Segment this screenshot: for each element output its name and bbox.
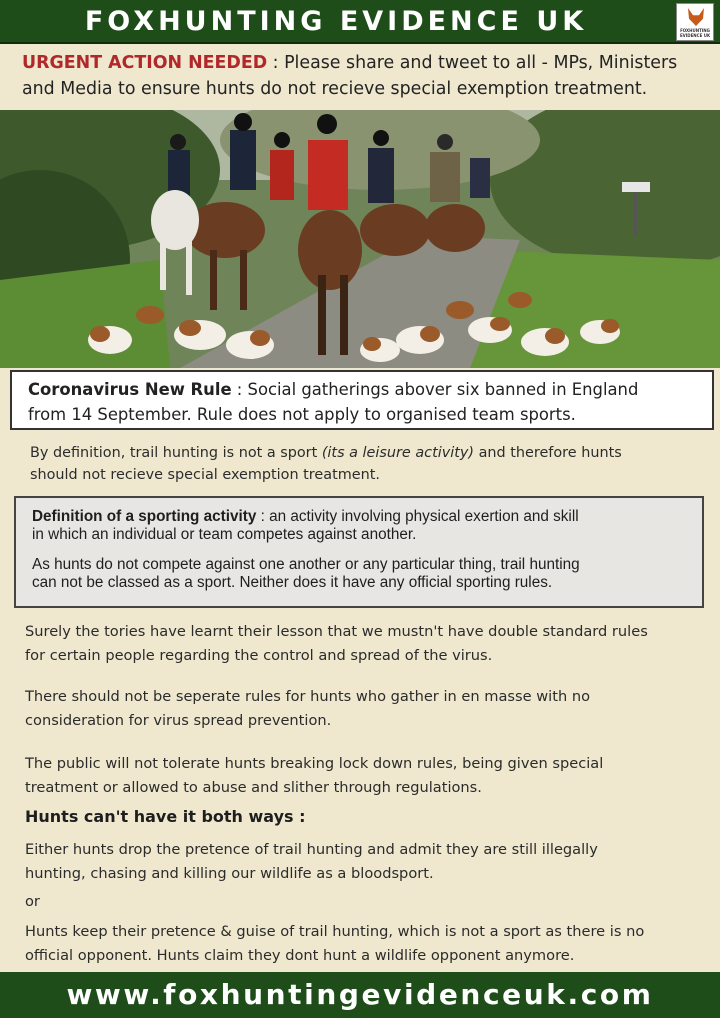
- subheading: Hunts can't have it both ways :: [25, 807, 306, 826]
- body-paragraph-1: [25, 620, 705, 668]
- body-p1-line1: Surely the tories have learnt their lesson that we mustn't have double standard rules: [25, 623, 648, 640]
- body-paragraph-3: [25, 752, 705, 800]
- body-paragraph-2: [25, 685, 705, 733]
- definition-text-2: [32, 556, 692, 592]
- coronavirus-label: Coronavirus New Rule: [28, 380, 232, 399]
- body-paragraph-5: [25, 920, 705, 968]
- definition-intro-part1: By definition, trail hunting is not a sport: [30, 445, 322, 461]
- coronavirus-line2: from 14 September. Rule does not apply to organised team sports.: [28, 405, 576, 424]
- body-p4-line2: hunting, chasing and killing our wildlife as a bloodsport.: [25, 865, 434, 882]
- body-p3-line1: The public will not tolerate hunts breaking lock down rules, being given special: [25, 755, 604, 772]
- definition-line1: : an activity involving physical exertion and skill: [256, 508, 579, 525]
- body-p2-line1: There should not be seperate rules for hunts who gather in en masse with no: [25, 688, 591, 705]
- logo-text: FOXHUNTING EVIDENCE UK: [679, 28, 711, 38]
- coronavirus-rule-box: [10, 370, 714, 430]
- footer-banner: [0, 972, 720, 1018]
- definition-intro-line2: should not recieve special exemption treatment.: [30, 467, 380, 483]
- or-text: or: [25, 893, 40, 910]
- hunt-photo-illustration: [0, 110, 720, 368]
- body-paragraph-4: [25, 838, 705, 886]
- website-url[interactable]: www.foxhuntingevidenceuk.com: [66, 978, 654, 1011]
- coronavirus-line1: : Social gatherings abover six banned in England: [231, 380, 639, 399]
- header-banner: [0, 0, 720, 44]
- definition-line4: can not be classed as a sport. Neither does it have any official sporting rules.: [32, 574, 553, 591]
- definition-intro-italic: (its a leisure activity): [321, 445, 475, 461]
- definition-box: [14, 496, 704, 608]
- urgent-notice: [22, 50, 712, 102]
- definition-line3: As hunts do not compete against one another or any particular thing, trail hunting: [32, 556, 580, 573]
- urgent-label: URGENT ACTION NEEDED: [22, 53, 268, 73]
- urgent-line1: : Please share and tweet to all - MPs, Ministers: [267, 53, 678, 73]
- urgent-line2: and Media to ensure hunts do not recieve special exemption treatment.: [22, 79, 648, 99]
- header-title: FOXHUNTING EVIDENCE UK: [84, 6, 588, 37]
- definition-text-1: [32, 508, 692, 544]
- definition-line2: in which an individual or team competes against another.: [32, 526, 417, 543]
- body-p3-line2: treatment or allowed to abuse and slither through regulations.: [25, 779, 482, 796]
- definition-label: Definition of a sporting activity: [32, 508, 257, 525]
- body-p5-line2: official opponent. Hunts claim they dont hunt a wildlife opponent anymore.: [25, 947, 575, 964]
- fox-logo-icon: [676, 3, 714, 41]
- hunt-photo: [0, 110, 720, 368]
- fox-head-icon: [686, 8, 706, 26]
- body-p1-line2: for certain people regarding the control and spread of the virus.: [25, 647, 493, 664]
- definition-intro: [30, 442, 700, 486]
- definition-intro-part2: and therefore hunts: [474, 445, 622, 461]
- body-p4-line1: Either hunts drop the pretence of trail hunting and admit they are still illegally: [25, 841, 598, 858]
- body-p5-line1: Hunts keep their pretence & guise of trail hunting, which is not a sport as there is no: [25, 923, 645, 940]
- body-p2-line2: consideration for virus spread prevention.: [25, 712, 332, 729]
- coronavirus-rule-text: [28, 377, 708, 427]
